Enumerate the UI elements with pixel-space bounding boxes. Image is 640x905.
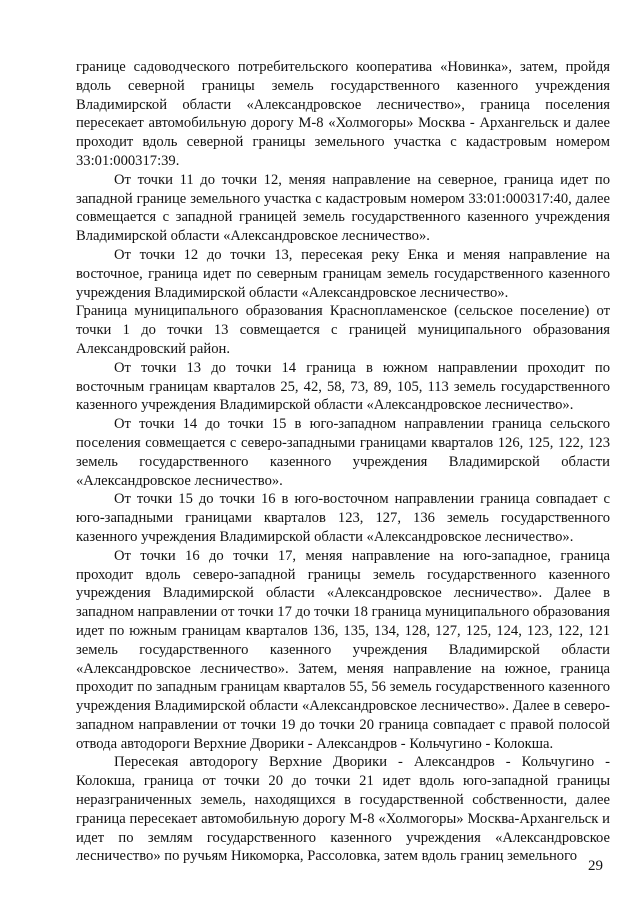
body-text: [76, 58, 610, 866]
paragraph-4: Граница муниципального образования Краснопламенское (сельское поселение) от точки 1 до точки 13 совмещается с границей муниципального образования Александровский район.: [76, 303, 610, 357]
page-number: 29: [588, 858, 603, 874]
paragraph-7: От точки 15 до точки 16 в юго-восточном направлении граница совпадает с юго-западными границами кварталов 123, 127, 136 земель государственного казенного учреждения Владимирской области «Александровское лесничество».: [76, 491, 610, 545]
paragraph-3: От точки 12 до точки 13, пересекая реку Енка и меняя направление на восточное, граница идет по северным границам земель государственного казенного учреждения Владимирской области «Александровское лесничество».: [76, 246, 610, 301]
paragraph-5: От точки 13 до точки 14 граница в южном направлении проходит по восточным границам кварталов 25, 42, 58, 73, 89, 105, 113 земель государственного казенного учреждения Владимирской области «Александровское лесничество».: [76, 359, 610, 414]
paragraph-6: От точки 14 до точки 15 в юго-западном направлении граница сельского поселения совмещается с северо-западными границами кварталов 126, 125, 122, 123 земель государственного казенного учреждения Владимирской области «Александровское лесничество».: [76, 416, 610, 489]
paragraph-2: От точки 11 до точки 12, меняя направление на северное, граница идет по западной границе земельного участка с кадастровым номером 33:01:000317:40, далее совмещается с западной границей земель государственного казенного учреждения Владимирской области «Александровское лесничество».: [76, 171, 610, 245]
paragraph-8: От точки 16 до точки 17, меняя направление на юго-западное, граница проходит вдоль северо-западной границы земель государственного казенного учреждения Владимирской области «Александровское лесничество». Далее в западном направлении от точки 17 до точки 18 граница муниципального образования идет по южным границам кварталов 136, 135, 134, 128, 127, 125, 124, 123, 122, 121 земель государственного казенного учреждения Владимирской области «Александровское лесничество». Затем, меняя направление на южное, граница проходит по западным границам кварталов 55, 56 земель государственного казенного учреждения Владимирской области «Александровское лесничество». Далее в северо-западном направлении от точки 19 до точки 20 граница совпадает с правой полосой отвода автодороги Верхние Дворики - Александров - Кольчугино - Колокша.: [76, 547, 610, 752]
paragraph-9: Пересекая автодорогу Верхние Дворики - Александров - Кольчугино - Колокша, граница от точки 20 до точки 21 идет вдоль юго-западной границы неразграниченных земель, находящихся в государственной собственности, далее граница пересекает автомобильную дорогу М-8 «Холмогоры» Москва-Архангельск и идет по землям государственного казенного учреждения «Александровское лесничество» по ручьям Никоморка, Рассоловка, затем вдоль границ земельного: [76, 754, 610, 865]
paragraph-1: границе садоводческого потребительского кооператива «Новинка», затем, пройдя вдоль северной границы земель государственного казенного учреждения Владимирской области «Александровское лесничество», граница поселения пересекает автомобильную дорогу М-8 «Холмогоры» Москва - Архангельск и далее проходит вдоль северной границы земельного участка с кадастровым номером 33:01:000317:39.: [76, 59, 610, 169]
